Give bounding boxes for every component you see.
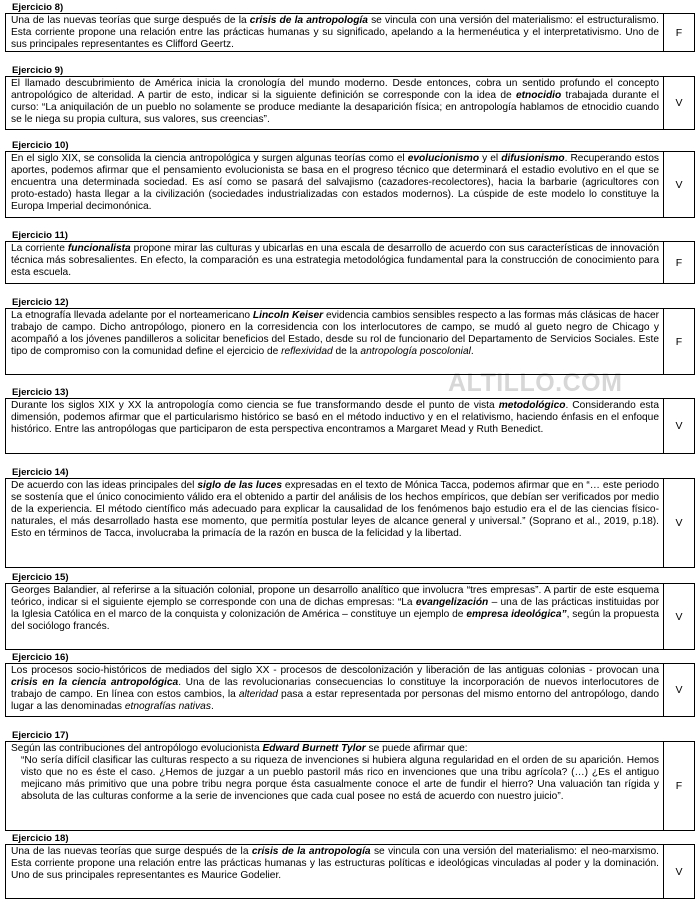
- answer-cell: V: [675, 517, 683, 529]
- exercise-statement: [6, 242, 664, 283]
- statement-text: [11, 665, 659, 713]
- exercise-box: [5, 478, 695, 568]
- exercise-box: [5, 583, 695, 650]
- exercise-title: Ejercicio 17): [12, 730, 69, 741]
- statement-run: se puede afirmar que:: [365, 743, 468, 754]
- statement-run: De acuerdo con las ideas principales del: [11, 480, 198, 491]
- emphasized-term: etnografías nativas: [124, 701, 211, 712]
- exercise-statement: [6, 77, 664, 129]
- exercise-16: [5, 652, 695, 717]
- emphasized-term: alteridad: [238, 689, 278, 700]
- statement-run: Una de las nuevas teorías que surge después de la: [11, 846, 252, 857]
- exercise-box: [5, 151, 695, 218]
- statement-run: propone mirar las culturas y ubicarlas en una escala de desarrollo de acuerdo con sus características de innovación técnica más sobresalientes. En efecto, la comparación es una estrategia metodológica fundamental para la construcción de conocimiento para esta escuela.: [11, 243, 659, 278]
- statement-run: de la: [332, 346, 361, 357]
- statement-run: .: [210, 701, 214, 712]
- exercise-statement: [6, 742, 664, 830]
- statement-run: Georges Balandier, al referirse a la situación colonial, propone un desarrollo analítico que involucra “tres empresas”. A partir de este esquema teórico, indicar si el siguiente ejemplo se corresponde con una de dichas empresas: “La: [11, 585, 659, 608]
- exercise-box: [5, 844, 695, 899]
- exercise-15: [5, 572, 695, 650]
- exercise-12: [5, 297, 695, 375]
- statement-text: [11, 400, 659, 436]
- exercise-box: [5, 76, 695, 130]
- exercise-13: [5, 387, 695, 454]
- answer-cell: F: [675, 335, 683, 348]
- exercise-18: [5, 833, 695, 899]
- exercise-11: [5, 230, 695, 284]
- answer-cell: F: [675, 26, 683, 39]
- statement-text: [11, 78, 659, 126]
- exercise-8: [5, 2, 695, 52]
- statement-text: [11, 480, 659, 540]
- answer-cell: V: [675, 865, 683, 878]
- answer-cell: V: [675, 684, 683, 696]
- exercise-title: Ejercicio 16): [12, 652, 69, 663]
- exercise-title: Ejercicio 9): [12, 65, 64, 76]
- statement-run: Una de las nuevas teorías que surge después de la: [11, 15, 250, 26]
- statement-run: expresadas en el texto de Mónica Tacca, podemos afirmar que en “… este periodo se sostenía que el único conocimiento válido era el obtenido a partir del análisis de los hechos empíricos, que debían ser verificados por medio de la experiencia. El método científico más adecuado para explicar la causalidad de los fenómenos bajo estudio era el de las ciencias físico-naturales, el más desarrollado hasta ese momento, que permitía postular leyes de alcance general y universal.” (Soprano et al., 2019, p.18). Esto en términos de Tacca, involucraba la primacía de la razón en busca de la felicidad y la libertad.: [11, 480, 660, 539]
- statement-run: Los procesos socio-históricos de mediados del siglo XX - procesos de descolonización y liberación de las antiguas colonias - provocan una: [11, 665, 659, 676]
- exercise-title: Ejercicio 15): [12, 572, 69, 583]
- exercise-statement: [6, 584, 664, 649]
- exercise-statement: [6, 664, 664, 716]
- exercise-box: [5, 308, 695, 375]
- tylor-quote: “No sería difícil clasificar las culturas respecto a su riqueza de invenciones si hubiera alguna regularidad en el orden de su aparición. Hemos visto que no es éste el caso. ¿Hemos de juzgar a un pueblo pastoril más rico en invenciones que una tribu agrícola? (…) ¿Es el antiguo mejicano más primitivo que una pobre tribu negra porque ésta casualmente conoce el arte de fundir el hierro? Una valuación tan rígida y absoluta de las culturas conforme a la serie de invenciones que cada cual posee no está de acuerdo con nuestro juicio”.: [21, 755, 659, 802]
- exercise-17: [5, 730, 695, 831]
- watermark: ALTILLO.COM: [448, 369, 623, 397]
- exercise-title: Ejercicio 10): [12, 140, 69, 151]
- emphasized-term: reflexividad: [281, 346, 333, 357]
- exercise-box: [5, 398, 695, 454]
- statement-run: El llamado descubrimiento de América inicia la cronología del mundo moderno. Desde entonces, cobra un sentido profundo el concepto antropológico de alteridad. A partir de esto, indicar si la siguiente definición se corresponde con la idea de: [11, 78, 659, 101]
- answer-cell: F: [675, 780, 683, 792]
- statement-text: [11, 15, 659, 51]
- exercise-title: Ejercicio 11): [12, 230, 68, 241]
- statement-run: – una de las prácticas instituidas por la Iglesia Católica en el marco de la conquista y colonización de América – constituye un ejemplo de: [11, 597, 659, 620]
- exercise-box: [5, 13, 695, 52]
- emphasized-term: crisis en la ciencia antropológica: [11, 677, 179, 688]
- statement-run: se vincula con una versión del materialismo: el estructuralismo. Esta corriente propone una relación entre las prácticas humanas y su significado, apelando a la hermenéutica y el interpretativismo. Uno de sus principales representantes es Clifford Geertz.: [11, 15, 659, 50]
- exercise-box: [5, 663, 695, 717]
- statement-run: . Una de las revolucionarias consecuencias lo constituye la incorporación de nuevos interlocutores de trabajo de campo. En línea con estos cambios, la: [11, 677, 659, 700]
- statement-run: La corriente: [11, 243, 68, 254]
- statement-run: y el: [479, 153, 502, 164]
- exercise-9: [5, 65, 695, 130]
- emphasized-term: siglo de las luces: [197, 480, 282, 491]
- exercise-statement: [6, 14, 664, 51]
- statement-text: [11, 846, 659, 882]
- exercise-box: [5, 241, 695, 284]
- exercise-box: [5, 741, 695, 831]
- answer-cell: V: [675, 610, 683, 623]
- answer-cell: V: [675, 420, 683, 432]
- statement-run: Según las contribuciones del antropólogo evolucionista: [11, 743, 263, 754]
- emphasized-term: evangelización: [415, 597, 489, 608]
- exercise-10: [5, 140, 695, 218]
- emphasized-term: difusionismo: [501, 153, 565, 164]
- statement-run: trabajada durante el curso: “La aniquilación de un pueblo no solamente se produce mediante la desaparición física; en antropología hablamos de etnocidio cuando se le niega su propia cultura, sus valores, sus creencias”.: [11, 90, 659, 125]
- answer-cell: F: [675, 256, 683, 269]
- exercise-title: Ejercicio 18): [12, 833, 69, 844]
- exercise-statement: [6, 845, 664, 898]
- statement-run: . Recuperando estos aportes, podemos afirmar que el pensamiento evolucionista se basa en el progreso técnico que determinará el estadio evolutivo en el que se encuentra una determinada sociedad. Es así como se pasará del salvajismo (cazadores-recolectores), hacia la barbarie (agricultores con proto-estado) hasta llegar a la civilización (sociedades industrializadas con estados modernos). La cúspide de este modelo lo constituye la Europa Imperial decimonónica.: [11, 153, 660, 212]
- emphasized-term: crisis de la antropología: [251, 846, 371, 857]
- statement-run: En el siglo XIX, se consolida la ciencia antropológica y surgen algunas teorías como el: [11, 153, 408, 164]
- statement-run: evidencia cambios sensibles respecto a las formas más clásicas de hacer trabajo de campo. Dicho antropólogo, pionero en la corresidencia con los interlocutores de campo, se mudó al gueto negro de Chicago y acompañó a los jóvenes pandilleros a solicitar beneficios del Estado, desde su rol de funcionario del Departamento de Servicios Sociales. Este tipo de compromiso con la comunidad define el ejercicio de: [11, 310, 659, 357]
- statement-text: [11, 743, 659, 755]
- emphasized-term: Edward Burnett Tylor: [262, 743, 366, 754]
- exercise-title: Ejercicio 12): [12, 297, 69, 308]
- emphasized-term: evolucionismo: [407, 153, 480, 164]
- exercise-statement: [6, 309, 664, 374]
- emphasized-term: funcionalista: [67, 243, 131, 254]
- statement-run: . Considerando esta dimensión, podemos afirmar que el particularismo histórico se basó en el método inductivo y en el relativismo, haciendo énfasis en el enfoque histórico. Entre las antropólogas que participaron de esta perspectiva encontramos a Margaret Mead y Ruth Benedict.: [11, 400, 659, 435]
- emphasized-term: Lincoln Keiser: [252, 310, 324, 321]
- emphasized-term: empresa ideológica”: [466, 609, 567, 620]
- statement-run: .: [470, 346, 474, 357]
- statement-run: se vincula con una versión del materialismo: el neo-marxismo. Esta corriente propone una relación entre las prácticas humanas y las estructuras políticas e ideológicas vinculadas al poder y la dominación. Uno de sus principales representantes es Maurice Godelier.: [11, 846, 659, 881]
- exercise-14: [5, 467, 695, 568]
- statement-run: pasa a estar representada por personas del mismo entorno del antropólogo, dando lugar a las denominadas: [11, 689, 659, 712]
- exercise-statement: [6, 479, 664, 567]
- exercise-title: Ejercicio 8): [12, 2, 64, 13]
- emphasized-term: antropología poscolonial: [360, 346, 471, 357]
- statement-run: La etnografía llevada adelante por el norteamericano: [11, 310, 253, 321]
- exercise-title: Ejercicio 13): [12, 387, 69, 398]
- emphasized-term: metodológico: [498, 400, 566, 411]
- answer-cell: V: [675, 178, 683, 191]
- statement-text: [11, 153, 659, 213]
- exercise-statement: [6, 152, 664, 217]
- statement-run: , según la propuesta del sociólogo francés.: [11, 609, 659, 632]
- exercise-statement: [6, 399, 664, 453]
- emphasized-term: crisis de la antropología: [249, 15, 368, 26]
- exercise-title: Ejercicio 14): [12, 467, 69, 478]
- answer-cell: V: [675, 97, 683, 109]
- statement-text: [11, 310, 659, 358]
- statement-text: [11, 585, 659, 633]
- statement-text: [11, 243, 659, 279]
- statement-run: Durante los siglos XIX y XX la antropología como ciencia se fue transformando desde el punto de vista: [11, 400, 499, 411]
- emphasized-term: etnocidio: [515, 90, 562, 101]
